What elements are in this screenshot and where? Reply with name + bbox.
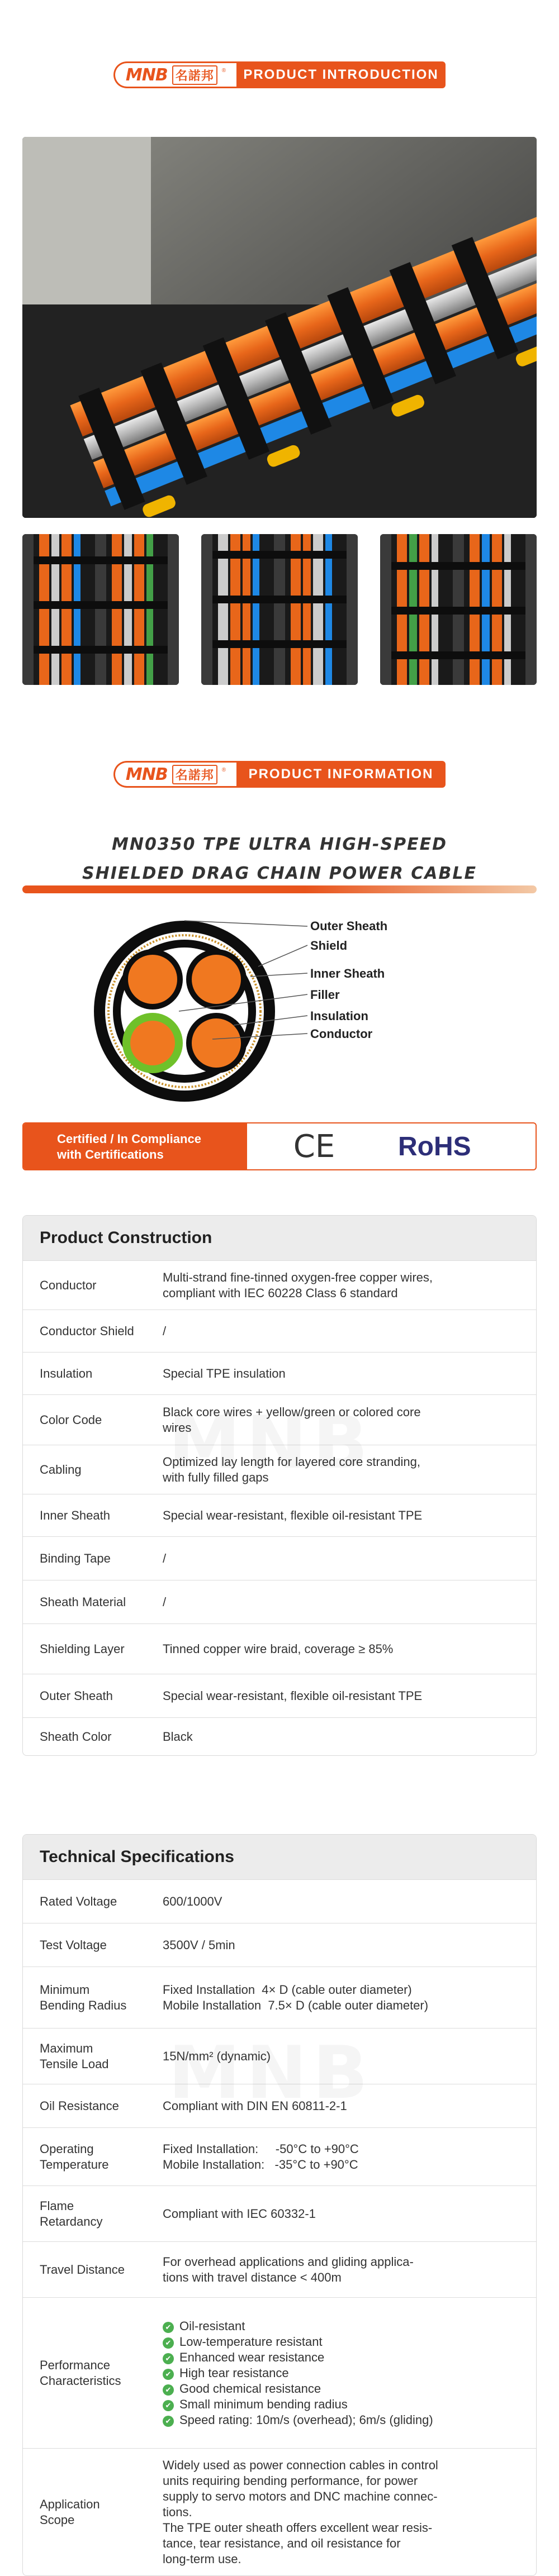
row-value-line: Special wear-resistant, flexible oil-resistant TPE: [163, 1508, 423, 1522]
row-label: Inner Sheath: [40, 1508, 110, 1522]
row-value-line: Fixed Installation 4× D (cable outer diameter): [163, 1982, 412, 1997]
technical-table-title: Technical Specifications: [23, 1835, 536, 1879]
row-label: [23, 2128, 157, 2185]
row-label: Outer Sheath: [40, 1688, 113, 1703]
row-label-line: Rated Voltage: [40, 1894, 117, 1908]
title-underline: [22, 885, 537, 893]
check-icon-list-item: ✔ High tear resistance: [163, 2365, 525, 2381]
row-value-line: Mobile Installation: -35°C to +90°C: [163, 2157, 358, 2172]
row-value-line: /: [163, 1551, 167, 1565]
row-value: [157, 1445, 536, 1494]
table-row: [23, 2448, 536, 2575]
brand-mark: MNB: [125, 65, 168, 85]
registered-mark: ®: [221, 767, 226, 773]
product-title-line-2: SHIELDED DRAG CHAIN POWER CABLE: [82, 864, 477, 883]
row-value-line: Fixed Installation: -50°C to +90°C: [163, 2141, 359, 2156]
legend-conductor: Conductor: [310, 1027, 373, 1041]
row-value-line: Multi-strand fine-tinned oxygen-free copper wires,: [163, 1270, 433, 1284]
table-row: [23, 1260, 536, 1310]
row-value: [157, 2128, 536, 2185]
table-row: [23, 2127, 536, 2185]
table-row: [23, 1623, 536, 1674]
check-icon-list-item: ✔ Enhanced wear resistance: [163, 2350, 525, 2365]
row-value: [157, 1923, 536, 1966]
construction-table-title: Product Construction: [23, 1216, 536, 1260]
registered-mark: ®: [221, 68, 226, 74]
row-value: [157, 1537, 536, 1580]
row-label: [23, 2186, 157, 2241]
row-label: [23, 2298, 157, 2448]
row-label-line: Travel Distance: [40, 2262, 125, 2277]
row-value-line: Special TPE insulation: [163, 1366, 286, 1380]
row-value: [157, 1967, 536, 2028]
brand-logo: [113, 61, 236, 88]
row-label: Cabling: [40, 1462, 82, 1477]
certification-label: [23, 1123, 247, 1169]
row-value: [157, 1261, 536, 1310]
row-label: Shielding Layer: [40, 1641, 125, 1656]
row-label: [23, 2084, 157, 2127]
table-row: [23, 1580, 536, 1623]
legend-filler: Filler: [310, 988, 340, 1002]
table-row: [23, 2084, 536, 2127]
ce-mark: CE: [293, 1128, 335, 1165]
table-row: [23, 1352, 536, 1394]
row-label: Insulation: [40, 1366, 93, 1380]
table-row: [23, 1717, 536, 1755]
brand-cn-name: 名諾邦: [172, 65, 217, 85]
row-value-line: Compliant with IEC 60332-1: [163, 2206, 316, 2221]
brand-logo: [113, 761, 236, 788]
row-label-line: Retardancy: [40, 2214, 103, 2229]
brand-mark: MNB: [125, 764, 168, 784]
section-banner-info: [113, 761, 446, 788]
row-label-line: Oil Resistance: [40, 2098, 119, 2113]
section-banner-intro: [113, 61, 446, 88]
row-label: Sheath Material: [40, 1594, 126, 1609]
table-row: [23, 2185, 536, 2241]
row-label-line: Minimum: [40, 1982, 90, 1997]
row-value: [157, 1718, 536, 1755]
row-label-line: Operating: [40, 2141, 94, 2156]
legend-shield: Shield: [310, 939, 348, 953]
construction-table-body: [23, 1260, 536, 1755]
drag-chain-illustration: [22, 137, 537, 518]
core-orange-1: [128, 955, 177, 1004]
row-value-line: supply to servo motors and DNC machine connec-: [163, 2489, 438, 2503]
row-value: [157, 1353, 536, 1394]
row-value-line: /: [163, 1594, 167, 1609]
row-value-line: Compliant with DIN EN 60811-2-1: [163, 2098, 347, 2113]
cable-thumbnail-illustration: [380, 534, 537, 685]
row-value-line: with fully filled gaps: [163, 1470, 269, 1484]
row-label-line: Characteristics: [40, 2373, 121, 2388]
table-row: [23, 1966, 536, 2028]
row-value: [157, 2449, 536, 2575]
row-value-line: 3500V / 5min: [163, 1937, 235, 1952]
row-value-line: /: [163, 1323, 167, 1338]
row-value: [157, 1310, 536, 1352]
row-value-line: tance, tear resistance, and oil resistance for: [163, 2536, 401, 2550]
row-value-line: tions with travel distance < 400m: [163, 2270, 342, 2284]
table-row: [23, 1674, 536, 1717]
cable-cross-section-diagram: [0, 911, 559, 1112]
row-label: Conductor Shield: [40, 1323, 134, 1338]
thumbnail-photo-2: [201, 534, 358, 685]
row-label: Color Code: [40, 1412, 102, 1427]
row-label-line: Performance: [40, 2358, 110, 2372]
table-row: [23, 2028, 536, 2084]
row-value-line: For overhead applications and gliding applica-: [163, 2254, 414, 2269]
row-label-line: Bending Radius: [40, 1998, 127, 2012]
row-value-line: Black: [163, 1729, 193, 1744]
row-label: [23, 2029, 157, 2084]
row-label-line: Temperature: [40, 2157, 109, 2172]
check-icon-list-item: ✔ Oil-resistant: [163, 2318, 525, 2334]
row-value: [157, 2298, 536, 2448]
row-value: [157, 2029, 536, 2084]
table-row: [23, 1310, 536, 1352]
brand-cn-name: 名諾邦: [172, 765, 217, 784]
thumbnail-photo-3: [380, 534, 537, 685]
check-icon-list-item: ✔ Low-temperature resistant: [163, 2334, 525, 2350]
row-label: Binding Tape: [40, 1551, 111, 1565]
row-value-line: compliant with IEC 60228 Class 6 standard: [163, 1285, 398, 1300]
row-value-line: Optimized lay length for layered core stranding,: [163, 1454, 421, 1469]
table-row: [23, 1494, 536, 1536]
row-label-line: Application: [40, 2497, 100, 2511]
row-value-line: Special wear-resistant, flexible oil-resistant TPE: [163, 1688, 423, 1703]
table-row: [23, 2297, 536, 2448]
row-label-line: Tensile Load: [40, 2056, 109, 2071]
check-icon-list-item: ✔ Small minimum bending radius: [163, 2397, 525, 2412]
product-title-line-1: MN0350 TPE ULTRA HIGH-SPEED: [112, 835, 447, 854]
rohs-mark: RoHS: [398, 1131, 471, 1161]
thumbnail-photo-1: [22, 534, 179, 685]
cable-thumbnail-illustration: [201, 534, 358, 685]
check-icon-list-item: ✔ Speed rating: 10m/s (overhead); 6m/s (gliding): [163, 2412, 525, 2428]
row-value: [157, 1494, 536, 1536]
row-value-line: Widely used as power connection cables in control: [163, 2458, 438, 2472]
row-value: [157, 2186, 536, 2241]
table-row: [23, 1923, 536, 1966]
cable-thumbnail-illustration: [22, 534, 179, 685]
row-label: [23, 2449, 157, 2575]
row-label-line: Test Voltage: [40, 1937, 107, 1952]
row-value: [157, 1580, 536, 1623]
technical-specifications-table: [22, 1834, 537, 2576]
row-label-line: Flame: [40, 2198, 74, 2213]
row-label: [23, 1923, 157, 1966]
core-yellow-green: [130, 1021, 175, 1065]
row-value: [157, 1395, 536, 1445]
table-row: [23, 2241, 536, 2297]
row-label: Conductor: [40, 1278, 97, 1292]
section-title-intro: PRODUCT INTRODUCTION: [236, 61, 446, 88]
table-row: [23, 1445, 536, 1494]
legend-inner-sheath: Inner Sheath: [310, 966, 385, 980]
technical-table-body: [23, 1879, 536, 2575]
table-row: [23, 1394, 536, 1445]
certification-label-line-2: with Certifications: [57, 1147, 164, 1161]
row-label: [23, 1880, 157, 1923]
row-label: [23, 2242, 157, 2297]
row-value-line: wires: [163, 1420, 192, 1435]
legend-outer-sheath: Outer Sheath: [310, 919, 388, 933]
row-label-line: Scope: [40, 2512, 75, 2527]
row-label: Sheath Color: [40, 1729, 112, 1744]
main-product-photo: [22, 137, 537, 518]
table-row: [23, 1536, 536, 1580]
table-row: [23, 1879, 536, 1923]
row-value-line: The TPE outer sheath offers excellent wear resis-: [163, 2520, 433, 2535]
row-value-line: Mobile Installation 7.5× D (cable outer diameter): [163, 1998, 429, 2012]
row-value-line: 15N/mm² (dynamic): [163, 2049, 271, 2063]
product-construction-table: [22, 1215, 537, 1756]
row-value: [157, 2084, 536, 2127]
row-value: [157, 1880, 536, 1923]
certification-label-line-1: Certified / In Compliance: [57, 1132, 201, 1146]
row-value-line: long-term use.: [163, 2551, 241, 2566]
row-value-line: units requiring bending performance, for power: [163, 2473, 418, 2488]
core-orange-2: [192, 955, 241, 1004]
core-orange-3: [192, 1018, 241, 1068]
certification-strip: [22, 1122, 537, 1170]
row-value-line: Tinned copper wire braid, coverage ≥ 85%: [163, 1641, 394, 1656]
row-value-line: tions.: [163, 2504, 192, 2519]
row-value: [157, 2242, 536, 2297]
row-value: [157, 1674, 536, 1717]
check-icon-list-item: ✔ Good chemical resistance: [163, 2381, 525, 2397]
row-value: [157, 1624, 536, 1674]
row-label: [23, 1967, 157, 2028]
legend-insulation: Insulation: [310, 1009, 368, 1023]
row-value-line: 600/1000V: [163, 1894, 222, 1908]
row-value-line: Black core wires + yellow/green or colored core: [163, 1404, 421, 1419]
section-title-info: PRODUCT INFORMATION: [236, 761, 446, 788]
row-label-line: Maximum: [40, 2041, 93, 2055]
